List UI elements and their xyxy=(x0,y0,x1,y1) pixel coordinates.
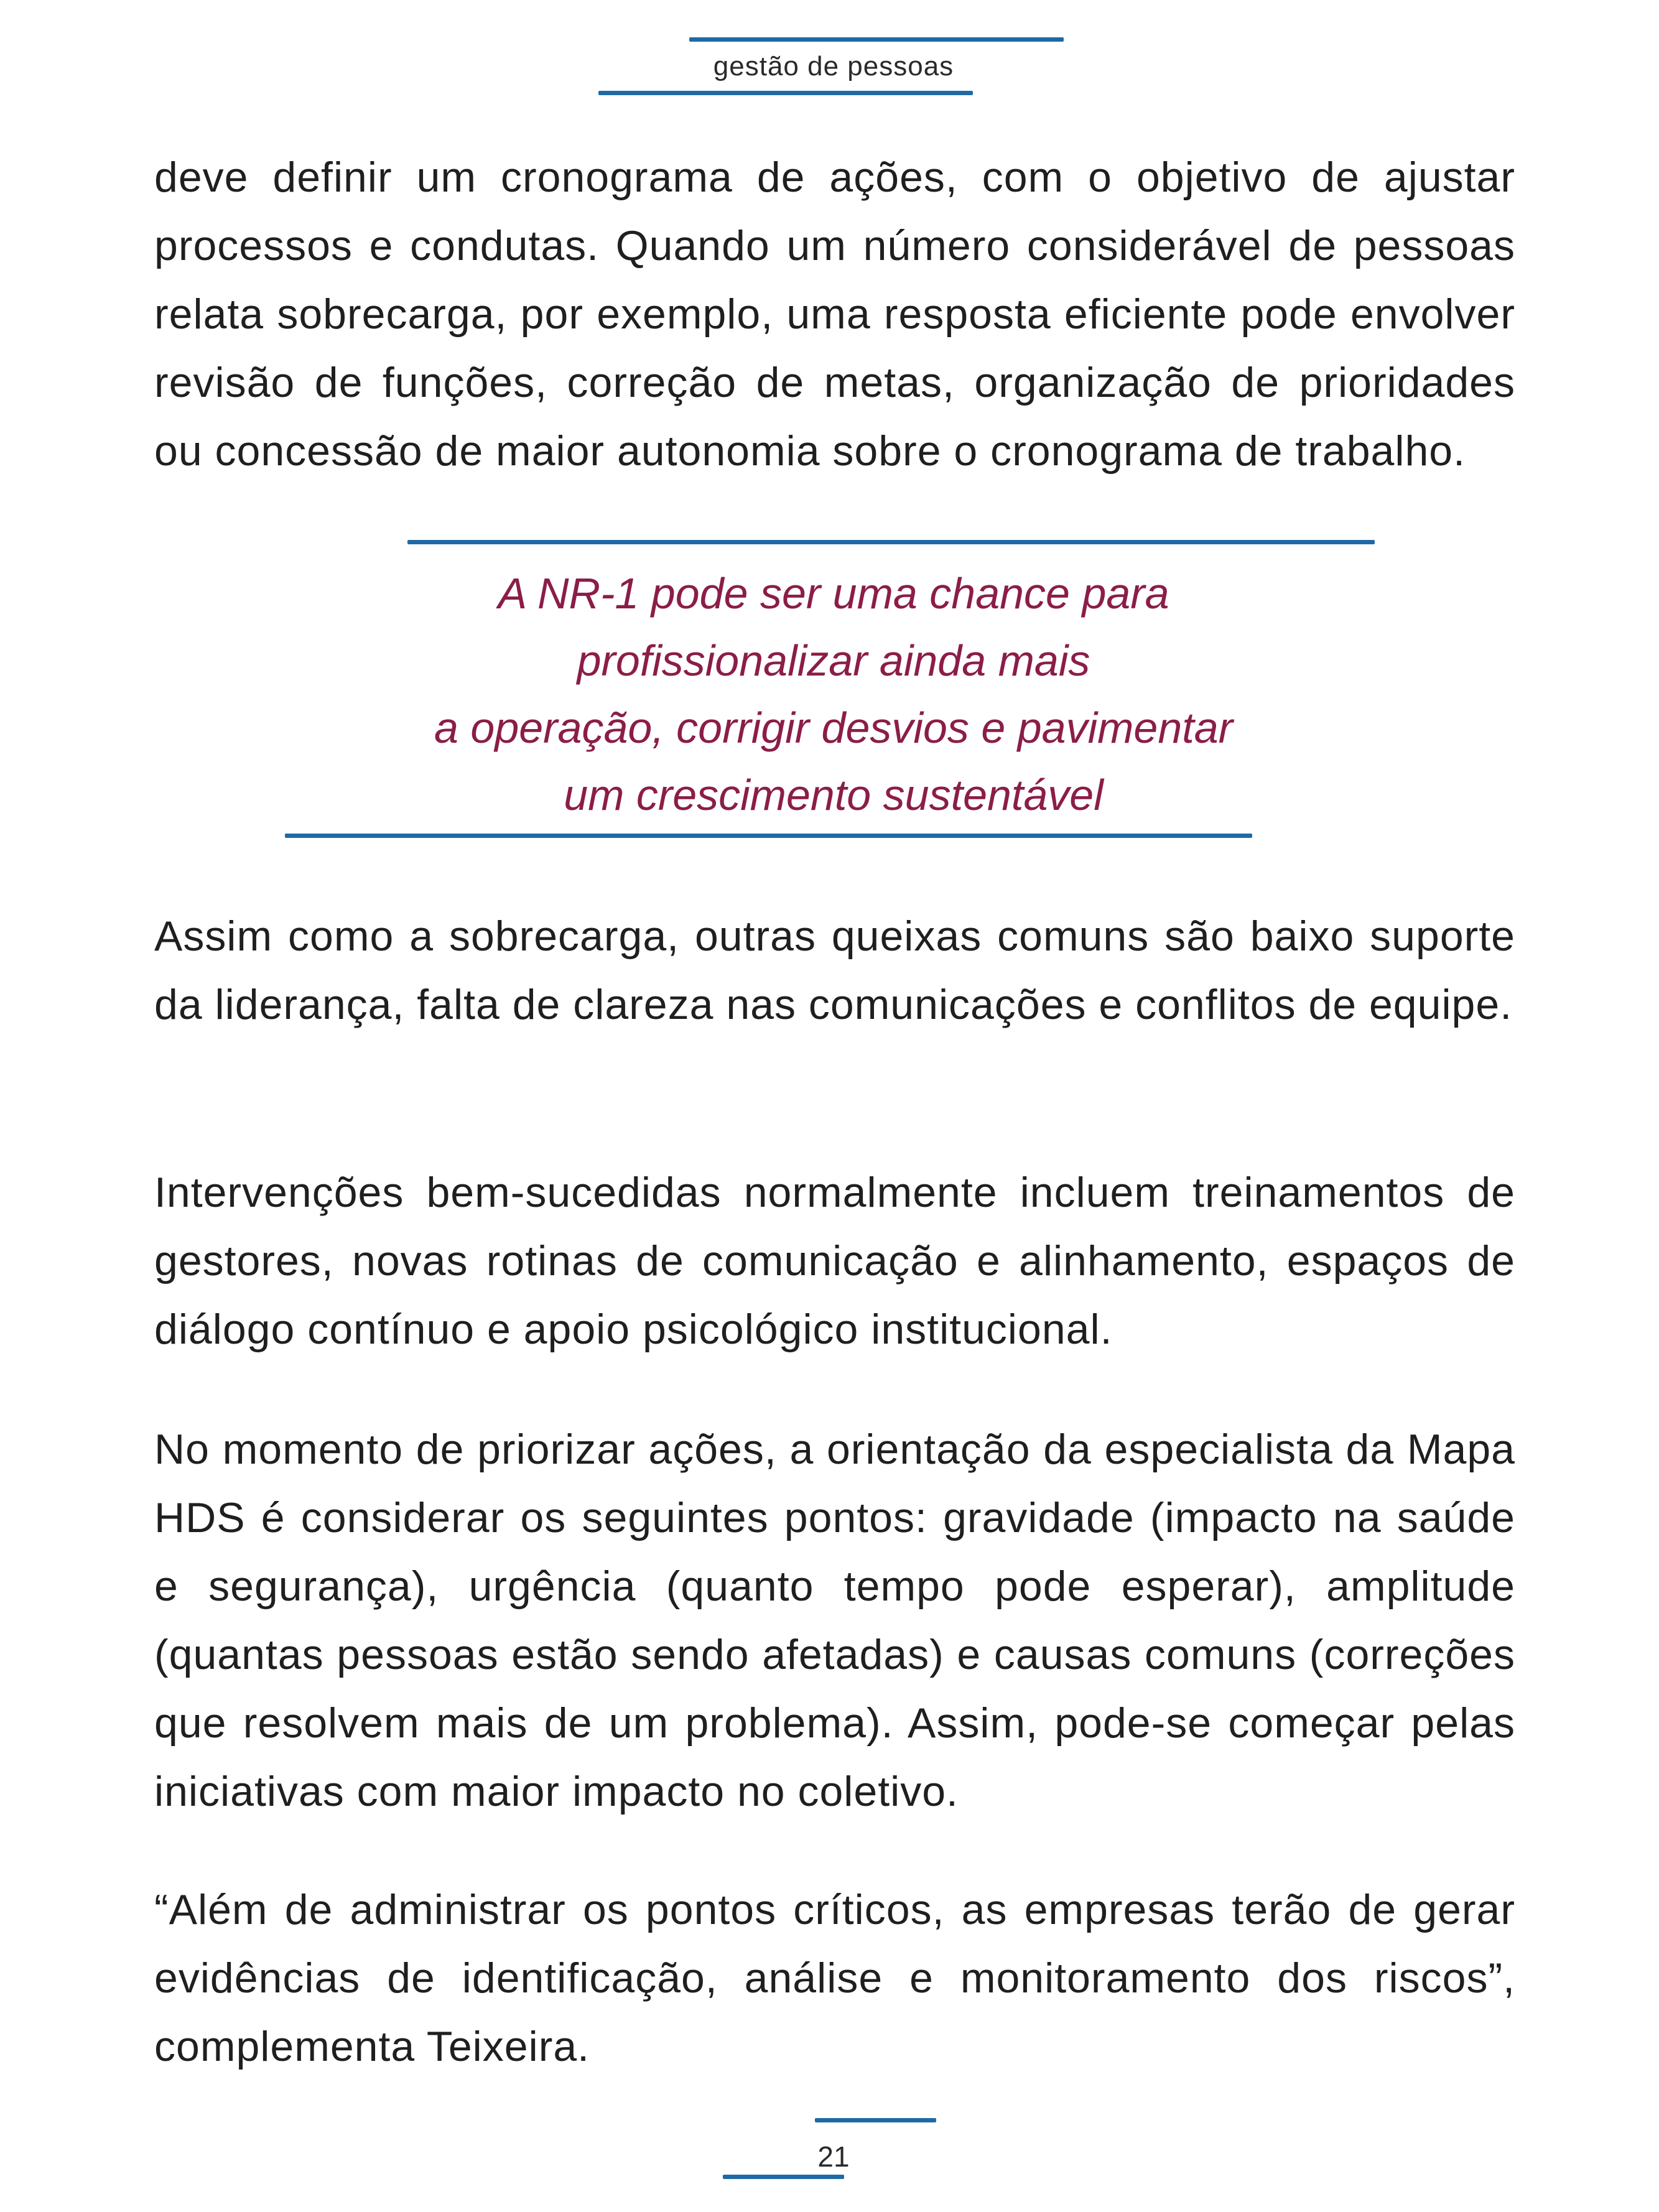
header-rule-top xyxy=(689,37,1064,42)
footer-rule-bottom xyxy=(723,2175,844,2179)
paragraph-2: Assim como a sobrecarga, outras queixas comuns são baixo suporte da liderança, falta de clareza nas comunicações e conflitos de equipe. xyxy=(154,913,1515,1028)
paragraph-4: No momento de priorizar ações, a orientação da especialista da Mapa HDS é considerar os seguintes pontos: gravidade (impacto na saúde e segurança), urgência (quanto tempo pode esperar), amplitude (quantas pessoas estão sendo afetadas) e causas comuns (correções que resolvem mais de um problema). Assim, pode-se começar pelas iniciativas com maior impacto no coletivo. xyxy=(154,1426,1515,1815)
pull-quote-line-2: profissionalizar ainda mais xyxy=(577,636,1090,685)
header-rule-bottom xyxy=(598,91,973,95)
paragraph-5: “Além de administrar os pontos críticos, as empresas terão de gerar evidências de identificação, análise e monitoramento dos riscos”, complementa Teixeira. xyxy=(154,1886,1515,2070)
pull-quote-rule-bottom xyxy=(285,834,1252,838)
pull-quote-rule-top xyxy=(407,540,1375,544)
pull-quote xyxy=(280,560,1387,829)
footer-rule-top xyxy=(815,2118,936,2122)
section-title: gestão de pessoas xyxy=(713,51,954,81)
page-number: 21 xyxy=(817,2140,850,2173)
pull-quote-line-1: A NR-1 pode ser uma chance para xyxy=(498,569,1169,618)
paragraph-1: deve definir um cronograma de ações, com o objetivo de ajustar processos e condutas. Quando um número considerável de pessoas relata sobrecarga, por exemplo, uma resposta eficiente pode envolver revisão de funções, correção de metas, organização de prioridades ou concessão de maior autonomia sobre o cronograma de trabalho. xyxy=(154,154,1515,475)
pull-quote-line-4: um crescimento sustentável xyxy=(564,771,1104,819)
pull-quote-line-3: a operação, corrigir desvios e pavimentar xyxy=(434,704,1233,752)
paragraph-3: Intervenções bem-sucedidas normalmente incluem treinamentos de gestores, novas rotinas de comunicação e alinhamento, espaços de diálogo contínuo e apoio psicológico institucional. xyxy=(154,1169,1515,1353)
